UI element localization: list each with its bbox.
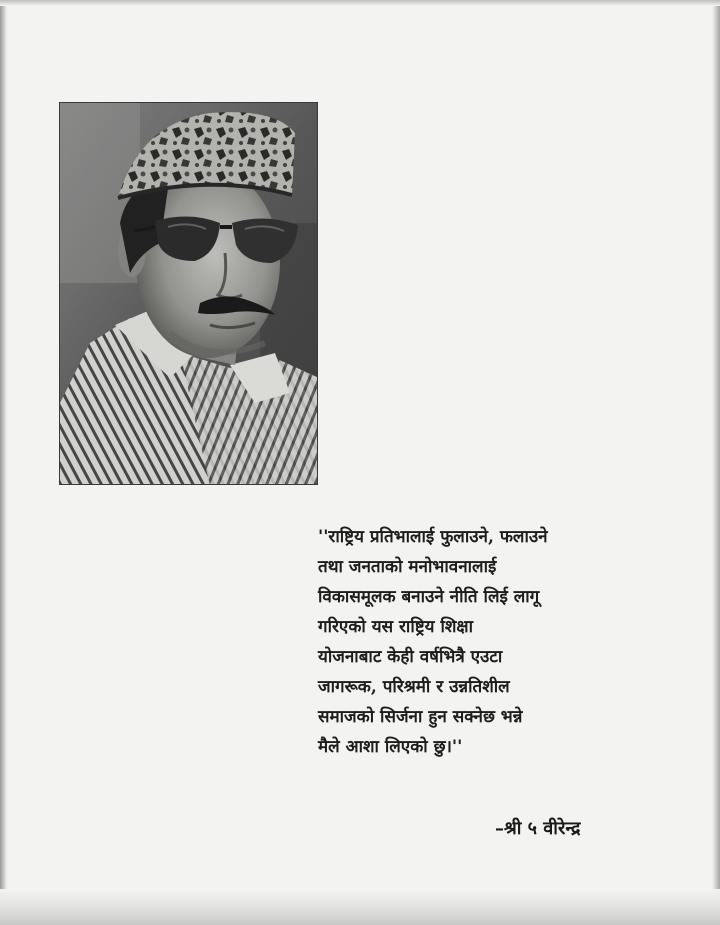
quote-line: तथा जनताको मनोभावनालाई [318, 557, 497, 577]
portrait-photo [59, 102, 318, 485]
portrait-photo-icon [60, 103, 318, 485]
quote-line: मैले आशा लिएको छु।'' [318, 737, 463, 757]
page-edge-bottom [0, 889, 720, 925]
quote-attribution: –श्री ५ वीरेन्द्र [495, 818, 581, 839]
quote-line: गरिएको यस राष्ट्रिय शिक्षा [318, 617, 473, 637]
quote-block [318, 522, 658, 762]
quote-line: विकासमूलक बनाउने नीति लिई लागू [318, 587, 540, 607]
quote-line: योजनाबाट केही वर्षभित्रै एउटा [318, 647, 503, 667]
quote-line: ''राष्ट्रिय प्रतिभालाई फुलाउने, फलाउने [318, 527, 548, 547]
page-edge-left [0, 0, 7, 925]
quote-line: जागरूक, परिश्रमी र उन्नतिशील [318, 677, 510, 697]
page-edge-right [712, 0, 720, 925]
page-edge-top [0, 0, 720, 6]
quote-line: समाजको सिर्जना हुन सक्नेछ भन्ने [318, 707, 523, 727]
